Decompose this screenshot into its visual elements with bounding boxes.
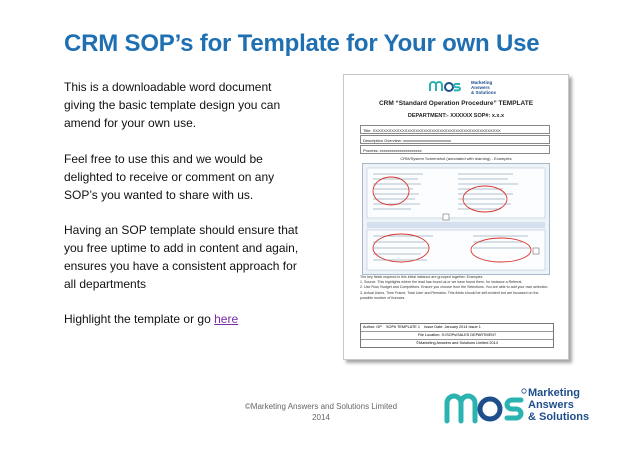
intro-paragraph: This is a downloadable word document giving the basic template design you can amend for your own use. [64,80,281,130]
crm-screenshot-image [362,163,550,275]
share-paragraph: Feel free to use this and we would be delighted to receive or comment on any SOP’s you wanted to share with us. [64,152,275,202]
doc-footer-table: Author: GP SOP# TEMPLATE 1 Issue Date: January 2014 Issue 1 File Location: S:/SOPs/SALES DEPARTMENT ©Marketing Answers and Solutions Limited 2014 [360,323,554,348]
company-logo-text: Marketing Answers & Solutions [528,387,590,423]
template-document-preview [343,74,569,360]
slide-title: CRM SOP’s for Template for Your own Use [64,30,540,57]
doc-process-row: Process: xxxxxxxxxxxxxxxxxxxxx [360,145,550,154]
company-logo-icon [443,385,527,425]
doc-title-row: Title: XXXXXXXXXXXXXXXXXXXXXXXXXXXXXXXXXXXXXXXXXXXXXXXX [360,125,550,134]
doc-description-row: Description Overview: xxxxxxxxxxxxxxxxxxxxxxxx [360,135,550,144]
copyright-footer: ©Marketing Answers and Solutions Limited 2014 [244,402,398,422]
here-link[interactable]: here [214,312,239,326]
benefit-paragraph: Having an SOP template should ensure that you free uptime to add in content and again, ensures you have a consistent approach for all departments [64,223,299,291]
doc-heading: CRM “Standard Operation Procedure” TEMPLATE [378,100,534,107]
doc-logo-icon [428,79,468,93]
doc-screenshot-caption: CRM/System Screenshot (annotated with learning) - Examples [400,156,512,161]
cta-text: Highlight the template or go [64,312,215,326]
doc-logo-text: Marketing Answers & Solutions [471,80,496,95]
doc-notes: The key fields required in this initial instance are grouped together. Examples 1. Source. This highlights where the lead has found us or we have found them, for instance a Referral. 2. Use Row, Budget and Competitors. Ensure you choose from the Selections. You are able to add your own selection. 3. Actual Users, Time Frame, Total User and Remarks. This fields should be self-evident but are focussed on the possible number of licences. [360,275,549,300]
cta-paragraph [64,310,304,328]
doc-department: DEPARTMENT:- XXXXXX SOP#: x.x.x [407,113,505,119]
